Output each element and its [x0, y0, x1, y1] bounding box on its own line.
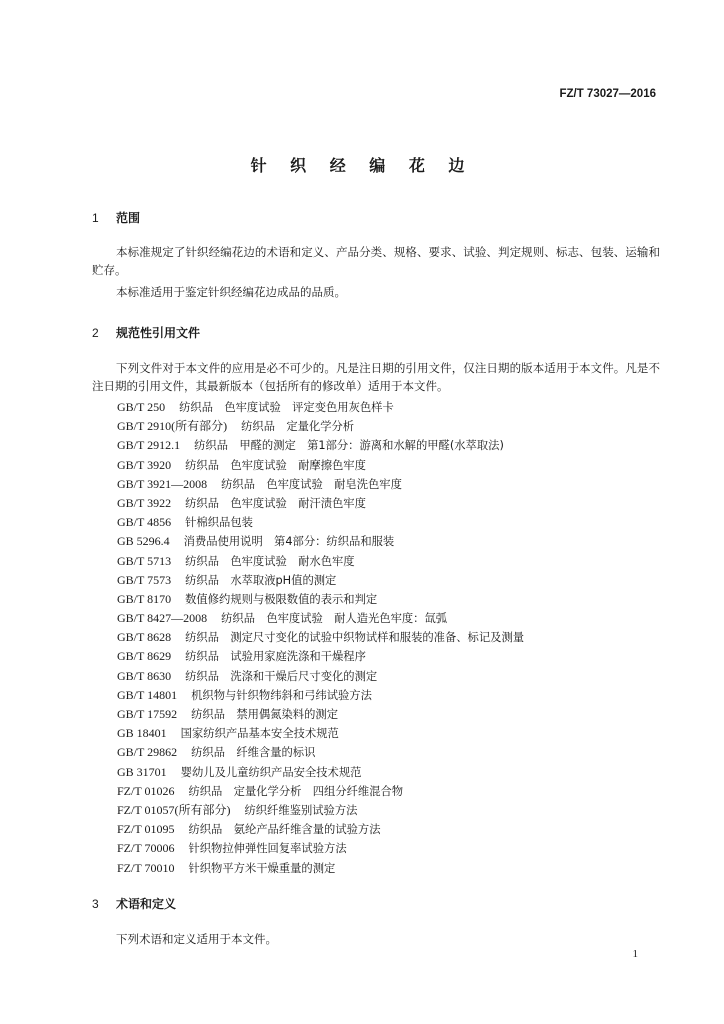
- reference-title: 针织物平方米干燥重量的测定: [188, 861, 336, 875]
- reference-item: [117, 782, 524, 801]
- paragraph-scope-2: 本标准适用于鉴定针织经编花边成品的品质。: [116, 285, 346, 299]
- reference-code: GB/T 8629: [117, 649, 172, 664]
- reference-item: [117, 513, 524, 532]
- paragraph-references-intro: 下列文件对于本文件的应用是必不可少的。凡是注日期的引用文件，仅注日期的版本适用于本文件。凡是不注日期的引用文件，其最新版本（包括所有的修改单）适用于本文件。: [92, 361, 660, 393]
- reference-title: 纺织品 水萃取液pH值的测定: [185, 573, 337, 587]
- section-number: 3: [92, 897, 99, 911]
- reference-title: 纺织品 色牢度试验 耐水色牢度: [185, 554, 355, 568]
- reference-code: GB 18401: [117, 726, 167, 741]
- reference-title: 针织物拉伸弹性回复率试验方法: [188, 842, 347, 856]
- reference-item: [117, 667, 524, 686]
- reference-title: 纺织品 色牢度试验 耐皂洗色牢度: [221, 477, 402, 491]
- reference-code: FZ/T 70010: [117, 860, 175, 875]
- reference-item: [117, 820, 524, 839]
- reference-item: [117, 571, 524, 590]
- reference-code: FZ/T 01026: [117, 783, 175, 798]
- reference-title: 纺织品 禁用偶氮染料的测定: [191, 708, 338, 721]
- reference-item: [117, 859, 524, 878]
- section-title: 范围: [116, 211, 141, 225]
- reference-title: 纺织品 甲醛的测定 第1部分：游离和水解的甲醛(水萃取法): [194, 439, 504, 453]
- standard-code: FZ/T 73027—2016: [559, 88, 656, 100]
- reference-title: 针棉织品包装: [185, 516, 253, 530]
- reference-title: 纺织品 测定尺寸变化的试验中织物试样和服装的准备、标记及测量: [185, 631, 525, 645]
- section-heading-terms: [92, 895, 176, 912]
- reference-code: FZ/T 70006: [117, 841, 175, 856]
- reference-item: [117, 475, 524, 494]
- reference-code: FZ/T 01057(所有部分): [117, 802, 231, 817]
- reference-code: GB/T 8628: [117, 630, 172, 645]
- reference-title: 纺织品 洗涤和干燥后尺寸变化的测定: [185, 669, 378, 683]
- section-number: 2: [92, 326, 99, 340]
- reference-code: GB/T 8170: [117, 591, 172, 606]
- reference-title: 纺织品 试验用家庭洗涤和干燥程序: [185, 650, 366, 664]
- page-number: 1: [632, 948, 638, 960]
- reference-item: [117, 417, 524, 436]
- reference-code: GB/T 8630: [117, 668, 172, 683]
- reference-title: 纺织品 纤维含量的标识: [191, 746, 316, 760]
- section-number: 1: [92, 211, 99, 225]
- reference-code: GB/T 3922: [117, 495, 172, 510]
- reference-title: 纺织品 定量化学分析: [241, 420, 355, 434]
- reference-code: GB/T 3921—2008: [117, 476, 208, 491]
- reference-code: GB/T 250: [117, 400, 166, 414]
- reference-item: [117, 686, 524, 705]
- reference-item: [117, 724, 524, 743]
- reference-code: GB/T 5713: [117, 553, 172, 568]
- reference-item: [117, 839, 524, 858]
- reference-title: 国家纺织产品基本安全技术规范: [180, 727, 339, 741]
- reference-code: GB/T 3920: [117, 457, 172, 472]
- section-heading-references: [92, 324, 200, 341]
- reference-code: GB/T 14801: [117, 687, 178, 702]
- reference-item: [117, 456, 524, 475]
- paragraph-scope-1: 本标准规定了针织经编花边的术语和定义、产品分类、规格、要求、试验、判定规则、标志、包装、运输和贮存。: [92, 245, 660, 277]
- reference-item: [117, 743, 524, 762]
- reference-title: 纺织品 色牢度试验 评定变色用灰色样卡: [179, 401, 394, 414]
- reference-title: 纺织品 色牢度试验 耐人造光色牢度：氙弧: [221, 612, 448, 626]
- reference-item: [117, 494, 524, 513]
- reference-item: [117, 436, 524, 455]
- reference-item: [117, 609, 524, 628]
- reference-title: 婴幼儿及儿童纺织产品安全技术规范: [180, 765, 362, 779]
- reference-code: GB/T 2912.1: [117, 438, 181, 453]
- reference-title: 纺织品 色牢度试验 耐汗渍色牢度: [185, 496, 366, 510]
- reference-code: GB/T 2910(所有部分): [117, 419, 228, 434]
- reference-code: GB 5296.4: [117, 534, 170, 549]
- section-title: 规范性引用文件: [116, 326, 201, 340]
- reference-title: 纺织品 色牢度试验 耐摩擦色牢度: [185, 458, 366, 472]
- reference-title: 纺织品 定量化学分析 四组分纤维混合物: [188, 784, 404, 798]
- reference-code: GB 31701: [117, 764, 167, 779]
- reference-item: [117, 647, 524, 666]
- reference-item: [117, 590, 524, 609]
- reference-item: [117, 705, 524, 724]
- reference-item: [117, 532, 524, 551]
- reference-code: GB/T 7573: [117, 572, 172, 587]
- reference-title: 机织物与针织物纬斜和弓纬试验方法: [191, 688, 372, 702]
- reference-code: GB/T 8427—2008: [117, 611, 208, 626]
- section-title: 术语和定义: [116, 897, 177, 911]
- paragraph-terms-intro: 下列术语和定义适用于本文件。: [116, 932, 277, 946]
- reference-code: FZ/T 01095: [117, 822, 175, 837]
- reference-code: GB/T 29862: [117, 745, 178, 760]
- reference-title: 纺织品 氨纶产品纤维含量的试验方法: [188, 823, 381, 837]
- reference-list: [117, 398, 524, 878]
- reference-title: 消费品使用说明 第4部分：纺织品和服装: [183, 535, 395, 549]
- reference-item: [117, 628, 524, 647]
- reference-item: [117, 552, 524, 571]
- reference-code: GB/T 4856: [117, 515, 172, 530]
- section-heading-scope: [92, 209, 140, 226]
- reference-code: GB/T 17592: [117, 707, 178, 721]
- reference-title: 纺织纤维鉴别试验方法: [244, 803, 358, 817]
- reference-item: [117, 801, 524, 820]
- reference-item: [117, 763, 524, 782]
- document-title: 针 织 经 编 花 边: [250, 156, 474, 175]
- reference-title: 数值修约规则与极限数值的表示和判定: [185, 592, 378, 606]
- reference-item: [117, 398, 524, 417]
